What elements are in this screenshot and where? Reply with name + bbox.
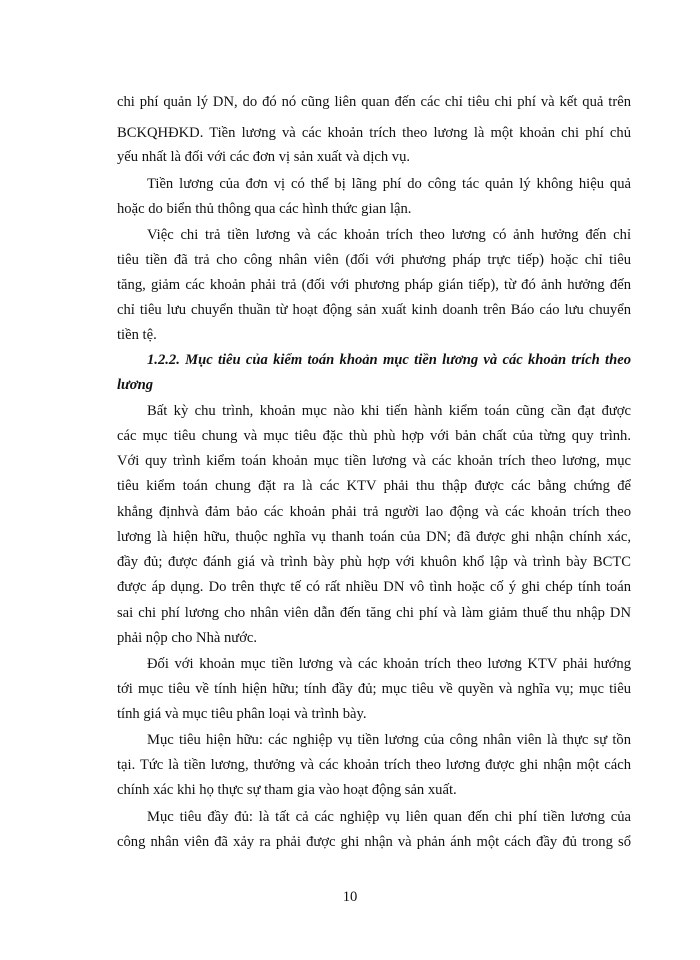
body-text-line: được áp dụng. Do trên thực tế có rất nhiều DN vô tình hoặc cố ý ghi chép tính toán [117, 579, 631, 595]
body-text-line: đầy đủ; được đánh giá và trình bày phù hợp với khuôn khổ lập và trình bày BCTC [117, 554, 631, 570]
body-text-line: tính giá và mục tiêu phân loại và trình bày. [117, 706, 367, 722]
body-text-line: tiêu kiểm toán chung đặt ra là các KTV phải thu thập được các bằng chứng để [117, 478, 631, 494]
body-text-line: công nhân viên đã xảy ra phải được ghi nhận và phản ánh một cách đầy đủ trong sổ [117, 834, 631, 850]
body-text-line: chi phí quản lý DN, do đó nó cũng liên quan đến các chỉ tiêu chi phí và kết quả trên [117, 94, 631, 110]
body-text-line: Mục tiêu đầy đủ: là tất cả các nghiệp vụ liên quan đến chi phí tiền lương của [147, 809, 631, 825]
body-text-line: chính xác khi họ thực sự tham gia vào hoạt động sản xuất. [117, 782, 457, 798]
body-text-line: tại. Tức là tiền lương, thưởng và các khoản trích theo lương được ghi nhận một cách [117, 757, 631, 773]
body-text-line: phải nộp cho Nhà nước. [117, 630, 258, 646]
body-text-line: Với quy trình kiểm toán khoản mục tiền lương và các khoản trích theo lương, mục [117, 453, 631, 469]
body-text-line: tiêu tiền đã trả cho công nhân viên (đối với phương pháp trực tiếp) hoặc chỉ tiêu [117, 252, 631, 268]
body-text-line: Tiền lương của đơn vị có thể bị lãng phí do công tác quản lý không hiệu quả [147, 176, 631, 192]
body-text-line: lương là hiện hữu, thuộc nghĩa vụ thanh toán của DN; đã được ghi nhận chính xác, [117, 529, 631, 545]
body-text-line: Việc chi trả tiền lương và các khoản trích theo lương có ảnh hưởng đến chỉ [147, 227, 631, 243]
body-text-line: sai chi phí lương cho nhân viên dẫn đến tăng chi phí và làm giảm thuế thu nhập DN [117, 605, 631, 621]
body-text-line: tăng, giảm các khoản phải trả (đối với phương pháp gián tiếp), từ đó ảnh hưởng đến [117, 277, 631, 293]
body-text-line: khẳng địnhvà đảm bảo các khoản phải trả người lao động và các khoản trích theo [117, 504, 631, 520]
body-text-line: hoặc do biển thủ thông qua các hình thức gian lận. [117, 201, 412, 217]
body-text-line: yếu nhất là đối với các đơn vị sản xuất và dịch vụ. [117, 149, 411, 165]
section-heading: 1.2.2. Mục tiêu của kiểm toán khoản mục tiền lương và các khoản trích theo [147, 352, 631, 368]
body-text-line: chỉ tiêu lưu chuyển thuần từ hoạt động sản xuất kinh doanh trên Báo cáo lưu chuyển [117, 302, 631, 318]
body-text-line: BCKQHĐKD. Tiền lương và các khoản trích theo lương là một khoản chi phí chủ [117, 125, 631, 141]
page-number: 10 [342, 889, 358, 905]
section-heading-continued: lương [117, 377, 154, 393]
body-text-line: tới mục tiêu về tính hiện hữu; tính đầy đủ; mục tiêu về quyền và nghĩa vụ; mục tiêu [117, 681, 631, 697]
body-text-line: tiền tệ. [117, 327, 157, 343]
body-text-line: Mục tiêu hiện hữu: các nghiệp vụ tiền lương của công nhân viên là thực sự tồn [147, 732, 631, 748]
body-text-line: các mục tiêu chung và mục tiêu đặc thù phù hợp với bản chất của từng quy trình. [117, 428, 631, 444]
body-text-line: Đối với khoản mục tiền lương và các khoản trích theo lương KTV phải hướng [147, 656, 631, 672]
body-text-line: Bất kỳ chu trình, khoản mục nào khi tiến hành kiểm toán cũng cần đạt được [147, 403, 631, 419]
